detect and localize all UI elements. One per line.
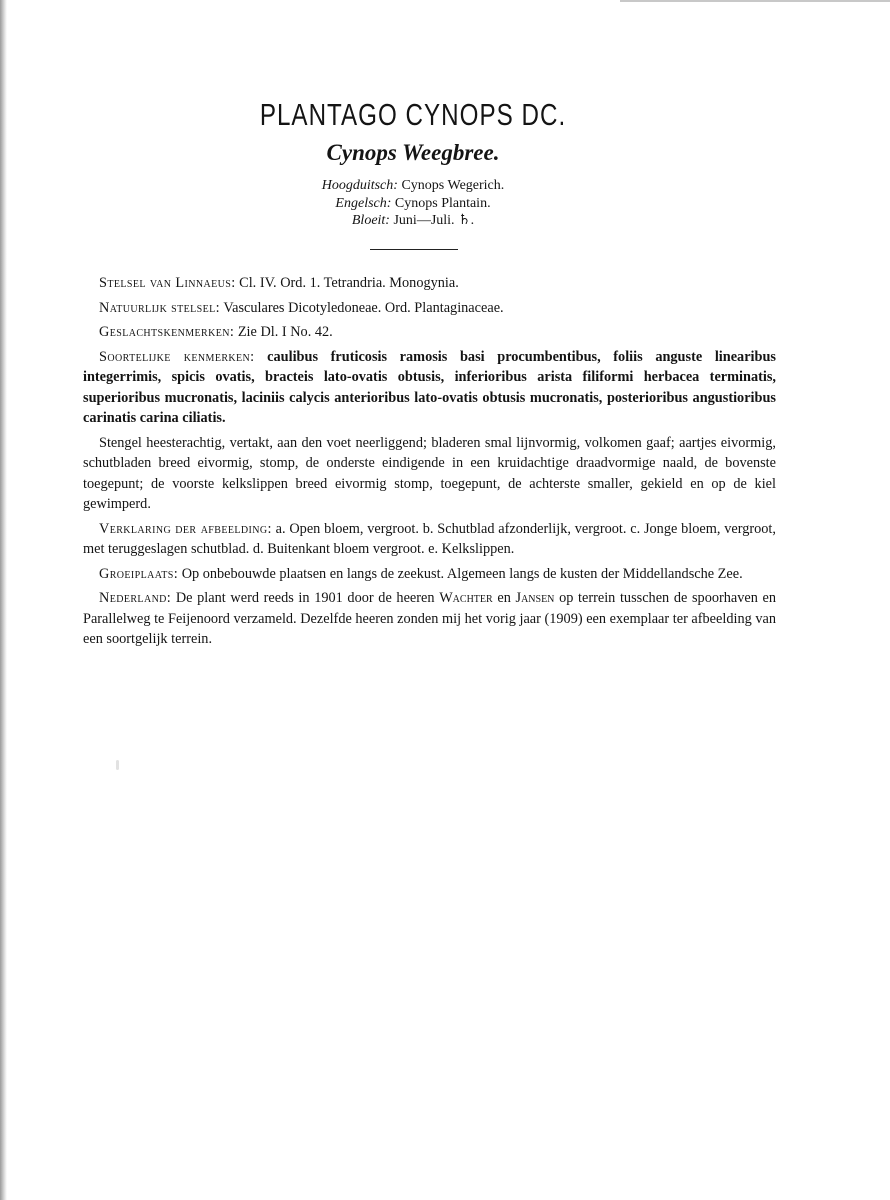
name-label: Bloeit: [351,213,390,228]
page-top-edge [620,0,890,2]
section-text: Stengel heesterachtig, vertakt, aan den voet neerliggend; bladeren smal lijnvormig, volkomen gaaf; aartjes eivormig, schutbladen breed eivormig, stomp, de onderste eindigende in een kruidachtige draadvormige naald, de bovenste toegepunt; de voorste kelkslippen breed eivormig stomp, toegepunt, de achterste smaller, gekield en op de kiel gewimperd. [83,434,776,512]
name-line-flowering [0,212,826,230]
section-stelsel [83,273,776,294]
name-value: Juni—Juli. ♄. [393,213,475,228]
common-names [0,177,826,230]
section-label: Groeiplaats: [99,565,179,582]
section-text: Vasculares Dicotyledoneae. Ord. Plantaginaceae. [223,299,504,316]
section-label: Verklaring der afbeelding: [99,520,272,537]
page-title: PLANTAGO CYNOPS DC. [259,97,567,132]
section-text: Op onbebouwde plaatsen en langs de zeekust. Algemeen langs de kusten der Middellandsche Zee. [181,565,743,582]
section-natuurlijk [83,298,776,319]
section-groeiplaats [83,564,776,585]
section-soort [83,347,776,429]
section-text: a. Open bloem, vergroot. b. Schutblad afzonderlijk, vergroot. c. Jonge bloem, vergroot, met teruggeslagen schutblad. d. Buitenkant bloem vergroot. e. Kelkslippen. [83,520,776,557]
collector-name: Jansen [515,590,555,606]
section-label: Stelsel van Linnaeus: [99,275,236,291]
header-divider [370,249,458,250]
name-value: Cynops Plantain. [394,195,491,211]
section-label: Geslachtskenmerken: [99,324,235,340]
section-text: Cl. IV. Ord. 1. Tetrandria. Monogynia. [239,275,459,291]
section-text: en [497,590,511,606]
section-verklaring [83,519,776,560]
collector-name: Wachter [439,590,493,606]
name-label: Hoogduitsch: [321,178,398,193]
name-value: Cynops Wegerich. [401,178,505,193]
section-text: caulibus fruticosis ramosis basi procumbentibus, foliis anguste linearibus integerrimis, spicis ovatis, bracteis lato-ovatis obtusis, inferioribus arista filiformi herbacea terminatis, superioribus mucronatis, laciniis calycis anterioribus lato-ovatis obtusis mucronatis, posterioribus angustioribus carinatis carina ciliatis. [83,348,776,426]
section-beschrijving [83,433,776,515]
section-label: Soortelijke kenmerken: [99,348,255,365]
section-text: op terrein tusschen de spoorhaven en Parallelweg te Feijenoord verzameld. Dezelfde heeren zonden mij het vorig jaar (1909) een exemplaar ter afbeelding van een soortgelijk terrein. [83,590,777,647]
section-nederland [83,588,776,650]
section-text: Zie Dl. I No. 42. [237,324,333,340]
name-line-english [0,195,826,213]
name-line-german [0,177,826,195]
name-label: Engelsch: [335,195,392,211]
description-body [83,273,776,654]
section-label: Natuurlijk stelsel: [99,299,221,316]
section-label: Nederland: [99,590,172,606]
section-geslacht [83,322,776,343]
page-subtitle: Cynops Weegbree. [326,140,500,165]
paper-spot [116,760,119,770]
section-text: De plant werd reeds in 1901 door de heeren [175,590,435,606]
